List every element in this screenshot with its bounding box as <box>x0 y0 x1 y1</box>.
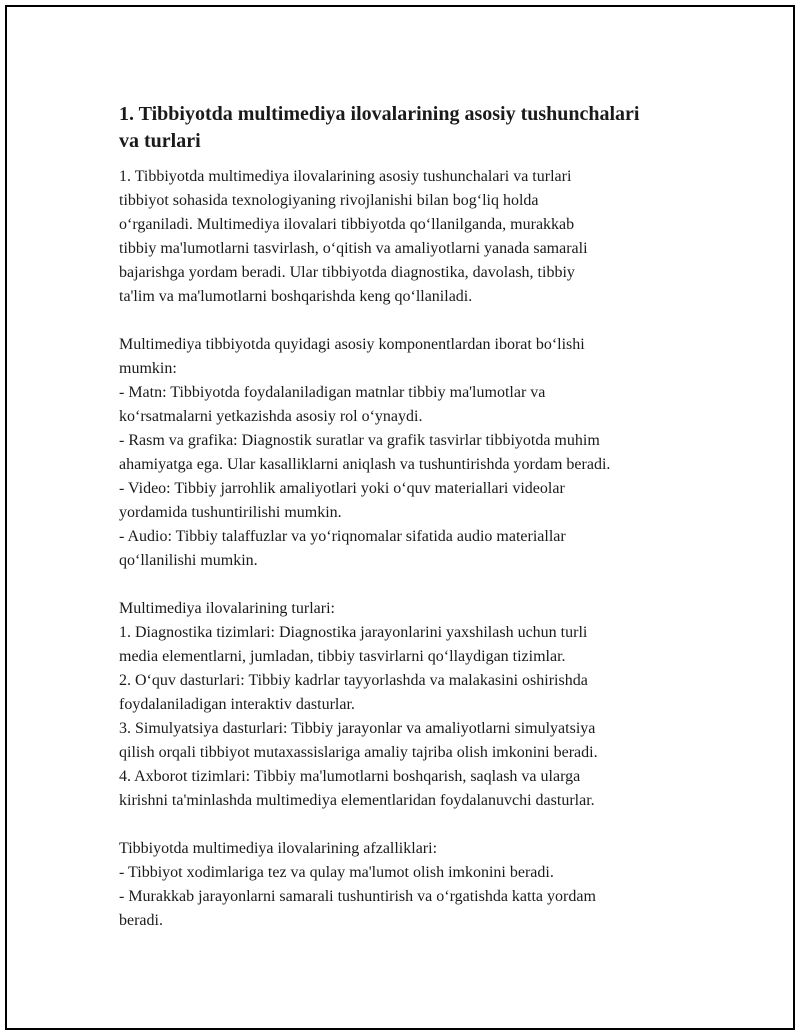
text-line: o‘rganiladi. Multimediya ilovalari tibbiyotda qo‘llanilganda, murakkab <box>119 216 575 233</box>
text-line: ko‘rsatmalarni yetkazishda asosiy rol o‘ynaydi. <box>119 408 423 425</box>
title-line: va turlari <box>119 130 201 152</box>
document-title <box>119 101 699 155</box>
text-line: beradi. <box>119 912 163 929</box>
text-line: 1. Diagnostika tizimlari: Diagnostika jarayonlarini yaxshilash uchun turli <box>119 624 588 641</box>
text-line: tibbiyot sohasida texnologiyaning rivojlanishi bilan bog‘liq holda <box>119 192 539 209</box>
advantages-paragraph <box>119 837 699 933</box>
title-line: 1. Tibbiyotda multimediya ilovalarining asosiy tushunchalari <box>119 103 640 125</box>
text-line: - Rasm va grafika: Diagnostik suratlar va grafik tasvirlar tibbiyotda muhim <box>119 432 600 449</box>
text-line: - Video: Tibbiy jarrohlik amaliyotlari yoki o‘quv materiallari videolar <box>119 480 565 497</box>
text-line: - Tibbiyot xodimlariga tez va qulay ma'lumot olish imkonini beradi. <box>119 864 554 881</box>
document-body <box>119 101 699 957</box>
text-line: qo‘llanilishi mumkin. <box>119 552 258 569</box>
text-line: 4. Axborot tizimlari: Tibbiy ma'lumotlarni boshqarish, saqlash va ularga <box>119 768 581 785</box>
components-paragraph <box>119 333 699 573</box>
text-line: qilish orqali tibbiyot mutaxassislariga amaliy tajriba olish imkonini beradi. <box>119 744 598 761</box>
text-line: - Matn: Tibbiyotda foydalaniladigan matnlar tibbiy ma'lumotlar va <box>119 384 546 401</box>
text-line: foydalaniladigan interaktiv dasturlar. <box>119 696 355 713</box>
types-paragraph <box>119 597 699 813</box>
text-line: kirishni ta'minlashda multimediya elementlaridan foydalanuvchi dasturlar. <box>119 792 595 809</box>
text-line: ahamiyatga ega. Ular kasalliklarni aniqlash va tushuntirishda yordam beradi. <box>119 456 611 473</box>
text-line: Multimediya ilovalarining turlari: <box>119 600 335 617</box>
text-line: ta'lim va ma'lumotlarni boshqarishda keng qo‘llaniladi. <box>119 288 473 305</box>
text-line: Tibbiyotda multimediya ilovalarining afzalliklari: <box>119 840 438 857</box>
text-line: 2. O‘quv dasturlari: Tibbiy kadrlar tayyorlashda va malakasini oshirishda <box>119 672 588 689</box>
text-line: 3. Simulyatsiya dasturlari: Tibbiy jarayonlar va amaliyotlarni simulyatsiya <box>119 720 596 737</box>
page-frame <box>5 5 795 1030</box>
text-line: bajarishga yordam beradi. Ular tibbiyotda diagnostika, davolash, tibbiy <box>119 264 575 281</box>
text-line: - Audio: Tibbiy talaffuzlar va yo‘riqnomalar sifatida audio materiallar <box>119 528 566 545</box>
text-line: media elementlarni, jumladan, tibbiy tasvirlarni qo‘llaydigan tizimlar. <box>119 648 566 665</box>
text-line: - Murakkab jarayonlarni samarali tushuntirish va o‘rgatishda katta yordam <box>119 888 596 905</box>
text-line: mumkin: <box>119 360 177 377</box>
text-line: 1. Tibbiyotda multimediya ilovalarining asosiy tushunchalari va turlari <box>119 168 572 185</box>
text-line: yordamida tushuntirilishi mumkin. <box>119 504 342 521</box>
text-line: tibbiy ma'lumotlarni tasvirlash, o‘qitish va amaliyotlarni yanada samarali <box>119 240 588 257</box>
intro-paragraph <box>119 165 699 309</box>
text-line: Multimediya tibbiyotda quyidagi asosiy komponentlardan iborat bo‘lishi <box>119 336 585 353</box>
